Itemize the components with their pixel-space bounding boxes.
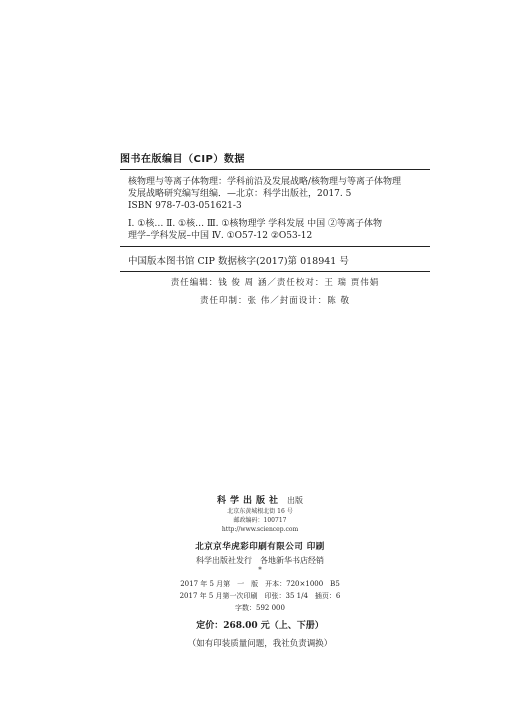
cip-classification bbox=[120, 218, 430, 242]
separator-star: * bbox=[258, 566, 262, 574]
cip-block bbox=[120, 150, 430, 308]
publisher-address: 北京东黄城根北街 16 号 bbox=[227, 508, 293, 515]
cip-title: 图书在版编目（CIP）数据 bbox=[120, 154, 245, 165]
cip-entry bbox=[120, 176, 430, 212]
cip-entry-line: 发展战略研究编写组编．—北京：科学出版社，2017. 5 bbox=[128, 189, 352, 199]
cip-entry-line: 核物理与等离子体物理：学科前沿及发展战略/核物理与等离子体物理 bbox=[128, 177, 402, 187]
cip-classification-line: 理学–学科发展–中国 Ⅳ. ①O57-12 ②O53-12 bbox=[128, 231, 313, 241]
quality-notice: （如有印装质量问题，我社负责调换） bbox=[187, 639, 333, 649]
printing-line: 2017 年 5 月第一次印刷 印张：35 1/4 插页：6 bbox=[179, 592, 341, 600]
publication-info bbox=[0, 488, 520, 649]
word-count: 字数：592 000 bbox=[235, 604, 285, 612]
publisher-postcode: 邮政编码：100717 bbox=[233, 517, 287, 524]
cip-title-rule bbox=[120, 169, 430, 170]
staff-line: 责任印制：张 伟／封面设计：陈 敬 bbox=[200, 296, 350, 306]
cip-classification-line: Ⅰ. ①核… Ⅱ. ①核… Ⅲ. ①核物理学 学科发展 中国 ②等离子体物 bbox=[128, 219, 383, 229]
printer-line: 北京京华虎彩印刷有限公司 印刷 bbox=[195, 542, 325, 552]
distribution-line: 科学出版社发行 各地新华书店经销 bbox=[196, 556, 324, 565]
publisher-name: 科学出版社 bbox=[216, 496, 282, 506]
cip-number: 中国版本图书馆 CIP 数据核字(2017)第 018941 号 bbox=[128, 256, 349, 267]
staff-line: 责任编辑：钱 俊 周 涵／责任校对：王 瑞 贾伟娟 bbox=[170, 278, 380, 288]
cip-divider bbox=[120, 246, 430, 247]
cip-bottom-rule bbox=[120, 271, 430, 272]
specs-block bbox=[0, 578, 520, 614]
publisher-website: http://www.sciencep.com bbox=[221, 526, 299, 533]
cip-isbn: ISBN 978-7-03-051621-3 bbox=[128, 201, 242, 211]
price: 定价：268.00 元（上、下册） bbox=[196, 621, 324, 631]
publisher-suffix: 出版 bbox=[287, 496, 304, 505]
edition-line: 2017 年 5 月第 一 版 开本：720×1000 B5 bbox=[180, 580, 340, 588]
